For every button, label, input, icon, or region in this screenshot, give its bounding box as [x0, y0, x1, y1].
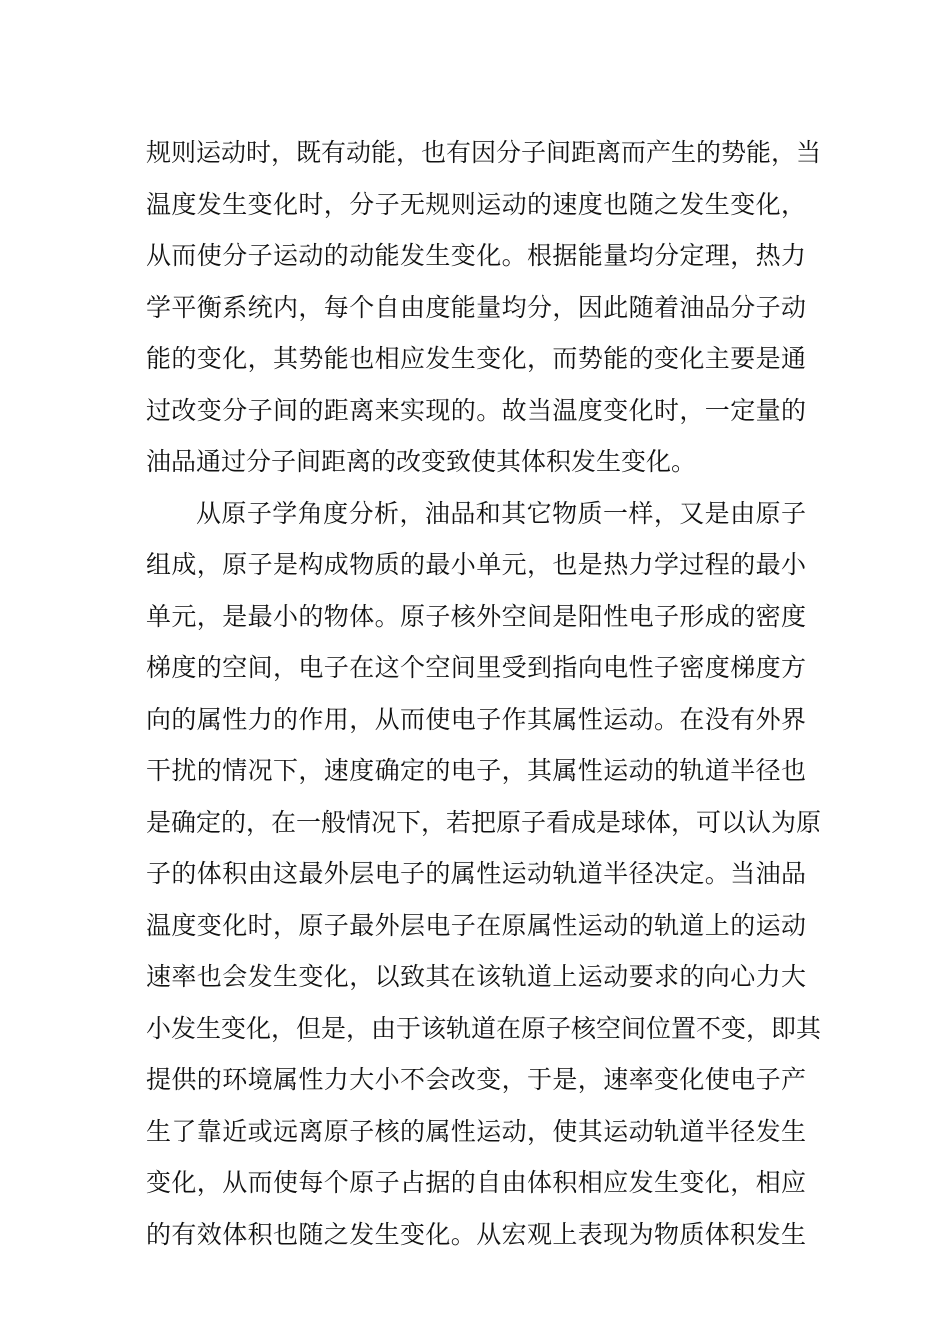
text-line: 梯度的空间，电子在这个空间里受到指向电性子密度梯度方	[146, 653, 806, 682]
text-line: 单元，是最小的物体。原子核外空间是阳性电子形成的密度	[146, 601, 806, 631]
text-line: 子的体积由这最外层电子的属性运动轨道半径决定。当油品	[146, 859, 806, 888]
text-line: 变化，从而使每个原子占据的自由体积相应发生变化，相应	[146, 1168, 806, 1197]
text-line: 小发生变化，但是，由于该轨道在原子核空间位置不变，即其	[146, 1013, 822, 1043]
text-line: 规则运动时，既有动能，也有因分子间距离而产生的势能，当	[146, 138, 822, 167]
paragraph-start-line: 从原子学角度分析，油品和其它物质一样，又是由原子	[196, 498, 806, 528]
text-line: 向的属性力的作用，从而使电子作其属性运动。在没有外界	[146, 704, 806, 734]
paragraph-end-line: 油品通过分子间距离的改变致使其体积发生变化。	[146, 447, 697, 476]
text-line: 的有效体积也随之发生变化。从宏观上表现为物质体积发生	[146, 1219, 806, 1249]
text-line: 生了靠近或远离原子核的属性运动，使其运动轨道半径发生	[146, 1116, 806, 1146]
text-line: 温度变化时，原子最外层电子在原属性运动的轨道上的运动	[146, 910, 806, 940]
text-line: 干扰的情况下，速度确定的电子，其属性运动的轨道半径也	[146, 756, 806, 785]
text-line: 速率也会发生变化，以致其在该轨道上运动要求的向心力大	[146, 962, 806, 991]
text-line: 能的变化，其势能也相应发生变化，而势能的变化主要是通	[146, 344, 806, 373]
text-line: 学平衡系统内，每个自由度能量均分，因此随着油品分子动	[146, 292, 806, 322]
text-line: 从而使分子运动的动能发生变化。根据能量均分定理，热力	[146, 241, 806, 270]
text-line: 组成，原子是构成物质的最小单元，也是热力学过程的最小	[146, 550, 806, 579]
text-line: 过改变分子间的距离来实现的。故当温度变化时，一定量的	[146, 395, 806, 425]
text-line: 是确定的，在一般情况下，若把原子看成是球体，可以认为原	[146, 807, 822, 837]
body-text	[146, 127, 822, 1260]
text-line: 提供的环境属性力大小不会改变，于是，速率变化使电子产	[146, 1065, 806, 1094]
text-line: 温度发生变化时，分子无规则运动的速度也随之发生变化，	[146, 189, 806, 219]
